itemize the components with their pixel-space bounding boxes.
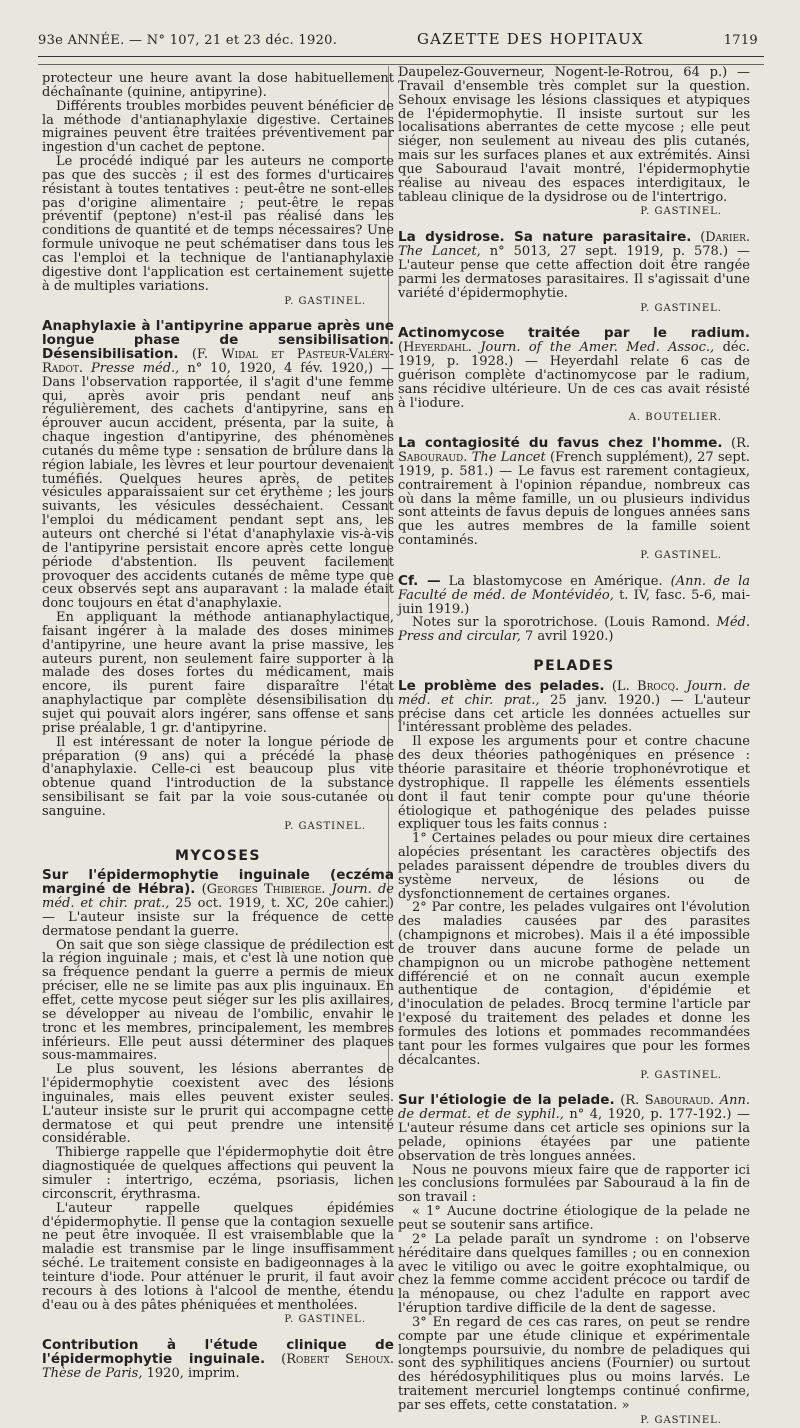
article-authors: (R. Sabouraud.: [620, 1093, 715, 1109]
paragraph: 3° En regard de ces cas rares, on peut se rendre compte par une étude clinique et expérimentale longtemps poursuivie, du nombre de peladiques qui sont des syphilitiques anciens (Fournier) ou surtout des hérédosyphilitiques plus ou moins larvés. Le traitement mercuriel longtemps continué confirme, par ses effets, cette constatation. »: [398, 1314, 750, 1413]
article-title: Le problème des pelades.: [398, 677, 605, 694]
signature: P. GASTINEL.: [640, 302, 722, 314]
notes-ref: 7 avril 1920.): [524, 629, 614, 645]
article-text: L'auteur précise dans cet article les données actuelles sur l'intéressant problème des pelades.: [398, 692, 750, 736]
paragraph: 2° La pelade paraît un syndrome : on l'observe héréditaire dans quelques familles ; ou en connexion avec le vitiligo ou avec le goitre exophtalmique, ou chez la femme comme accident précoce ou tardif de la ménopause, ou chez l'adulte en rapport avec l'éruption tardive difficile de la dent de sagesse.: [398, 1231, 750, 1317]
paragraph: On sait que son siège classique de prédilection est la région inguinale ; mais, et c'est là une notion que sa fréquence pendant la guerre a permis de mieux préciser, elle ne se limite pas aux plis inguinaux. En effet, cette mycose peut siéger sur les plis axillaires, se développer au niveau de l'ombilic, envahir le tronc et les membres, principalement, les membres inférieurs. Elle peut aussi déterminer des plaques sous-mammaires.: [42, 937, 394, 1064]
cf-text: La blastomycose en Amérique.: [448, 573, 663, 589]
paragraph: Thibierge rappelle que l'épidermophytie doit être diagnostiquée de quelques affections qui peuvent la simuler : intertrigo, eczéma, psoriasis, lichen circonscrit, érythrasma.: [42, 1145, 394, 1202]
signature: P. GASTINEL.: [284, 1314, 366, 1326]
article-lead: [398, 677, 750, 736]
article-ref: déc. 1919, p. 1928.) —: [398, 340, 751, 370]
article-authors: (Georges Thibierge.: [201, 882, 326, 898]
article-ref: n° 4, 1920, p. 177-192.) —: [569, 1107, 750, 1123]
paragraph: Nous ne pouvons mieux faire que de rapporter ici les conclusions formulées par Sabouraud à la fin de son travail :: [398, 1162, 750, 1206]
article-etiologie-pelade: [398, 1094, 750, 1427]
article-contribution: [42, 1339, 394, 1381]
cf-ref: t. IV, fasc. 5-6, mai-juin 1919.): [398, 587, 750, 617]
page-header: [38, 30, 758, 52]
article-text: L'auteur insiste sur la fréquence de cette dermatose pendant la guerre.: [42, 909, 395, 939]
article-antipyrine: [42, 320, 394, 833]
paragraph: Le plus souvent, les lésions aberrantes de l'épidermophytie coexistent avec des lésions inguinales, mais elles peuvent exister seules. L'auteur insiste sur le prurit qui accompagne cette dermatose et qui peut prendre une intensité considérable.: [42, 1062, 394, 1147]
article-text: Dans l'observation rapportée, il s'agit d'une femme qui, après avoir pris pendant neuf ans régulièrement, des cachets d'antipyrine, sans en éprouver aucun accident, présenta, par la suite, à chaque ingestion d'antipyrine, des phénomènes cutanés du même type : sensation de brûlure dans la région labiale, les lèvres et leur pourtour devenaient tuméfiés. Quelques heures après, de petites vésicules apparaissaient sur cet érythème ; les jours suivants, les vésicules desséchaient. Cessant l'emploi du médicament pendant sept ans, les auteurs ont cherché si l'état d'anaphylaxie vis-à-vis de l'antipyrine persistait encore après cette longue période d'abstention. Ils peuvent facilement provoquer des accidents cutanés de même type que ceux observés sept ans auparavant : la malade était donc toujours en état d'anaphylaxie.: [42, 374, 394, 612]
article-text: Heyerdahl relate 6 cas de guérison complète d'actinomycose par le radium, sans récidive ultérieure. Un de ces cas avait résisté à l'iodure.: [398, 354, 751, 411]
article-dysidrose: [398, 231, 750, 315]
header-rule: [38, 56, 764, 57]
signature: P. GASTINEL.: [640, 1069, 722, 1081]
article-source: Presse méd.,: [91, 360, 180, 376]
signature: P. GASTINEL.: [640, 206, 722, 218]
article-lead: [398, 231, 750, 300]
article-source: The Lancet: [471, 450, 546, 466]
paragraph: « 1° Aucune doctrine étiologique de la pelade ne peut se soutenir sans artifice.: [398, 1204, 750, 1233]
paragraph: 2° Par contre, les pelades vulgaires ont l'évolution des maladies causées par des parasites (champignons et microbes). Mais il a été impossible de trouver dans aucune forme de pelade un champignon ou un microbe pathogène nettement différencié et on ne connaît aucun exemple authentique de contagion, d'épidémie et d'inoculation de pelades. Brocq termine l'article par l'exposé du traitement des pelades et donne les formules des lotions et pommades recommandées tant pour les formes vulgaires que pour les formes décalcantes.: [398, 900, 750, 1068]
paragraph: Il est intéressant de noter la longue période de préparation (9 ans) qui a précédé la phase d'anaphylaxie. Celle-ci est beaucoup plus vite obtenue quand l'introduction de la substance sensibilisant se fait par la voie sous-cutanée ou sanguine.: [42, 734, 394, 819]
header-page-number: 1719: [723, 33, 758, 48]
article-title: Sur l'étiologie de la pelade.: [398, 1092, 615, 1109]
article-title: La contagiosité du favus chez l'homme.: [398, 435, 723, 452]
signature: A. BOUTELIER.: [628, 412, 722, 424]
signature: P. GASTINEL.: [640, 550, 722, 561]
article-lead: [42, 869, 394, 938]
article-source: Thèse de Paris,: [42, 1365, 143, 1381]
notes-text: Notes sur la sporotrichose. (Louis Ramond.: [412, 615, 711, 631]
right-column: [398, 66, 750, 1428]
left-column: [42, 72, 394, 1381]
article-authors: (R. Sabouraud.: [398, 436, 750, 466]
article-title: Contribution à l'étude clinique de l'épidermophytie inguinale.: [42, 1337, 394, 1368]
paragraph: 1° Certaines pelades ou pour mieux dire certaines alopécies présentant les caractères objectifs des pelades paraissent dépendre de troubles divers du système nerveux, de lésions ou de dysfonctionnement de certaines organes.: [398, 831, 750, 902]
article-source: The Lancet,: [398, 244, 481, 260]
paragraph: Daupelez-Gouverneur, Nogent-le-Rotrou, 64 p.) — Travail d'ensemble très complet sur la question. Sehoux envisage les lésions classiques et atypiques de l'épidermophytie. Il insiste surtout sur les localisations aberrantes de cette mycose ; elle peut siéger, non seulement au niveau des plis cutanés, mais sur les surfaces planes et aux extrémités. Ainsi que Sabouraud l'avait montré, l'épidermophytie réalise au niveau des espaces interdigitaux, le tableau clinique de la dysidrose ou de l'intertrigo.: [398, 65, 750, 205]
article-title: La dysidrose. Sa nature parasitaire.: [398, 229, 692, 246]
article-text: L'auteur résume dans cet article ses opinions sur la pelade, opinions étayées par une patiente observation de très longues années.: [398, 1121, 750, 1164]
paragraph: protecteur une heure avant la dose habituellement déchaînante (quinine, antipyrine).: [42, 71, 394, 100]
article-text: Le favus est rarement contagieux, contrairement à l'opinion répandue, nombreux cas où dans la même famille, un ou plusieurs individus sont atteints de favus depuis de longues années sans que les autres membres de la famille soient contaminés.: [398, 463, 750, 549]
notes-source: Méd. Press and circular,: [398, 615, 750, 645]
article-authors: (Darier.: [700, 230, 750, 246]
article-actinomycose: [398, 327, 750, 425]
article-source: Journ. of the Amer. Med. Assoc.,: [480, 340, 715, 356]
article-lead: [398, 437, 750, 548]
paragraph: L'auteur rappelle quelques épidémies d'épidermophytie. Il pense que la contagion sexuelle ne peut être invoquée. Il est vraisemblable que la maladie est transmise par le linge insuffisamment séché. Le traitement consiste en badigeonnages à la teinture d'iode. Pour atténuer le prurit, il faut avoir recours à des lotions à l'alcool de menthe, étendu d'eau ou à des pâtes phéniquées et mentholées.: [42, 1200, 394, 1313]
article-ref: 25 oct. 1919, t. XC, 20e cahier.) —: [42, 896, 394, 925]
article-lead: [398, 1094, 750, 1163]
article-title: Anaphylaxie à l'antipyrine apparue après une longue phase de sensibilisation. Désensibilisation.: [42, 318, 394, 363]
signature: P. GASTINEL.: [640, 1414, 722, 1426]
article-title: Sur l'épidermophytie inguinale (eczéma marginé de Hébra).: [42, 867, 394, 898]
signature: P. GASTINEL.: [284, 295, 366, 307]
article-title: Actinomycose traitée par le radium.: [398, 325, 750, 342]
article-source: Journ. de méd. et chir. prat.,: [398, 678, 750, 708]
article-ref: n° 10, 1920, 4 fév. 1920,) —: [187, 360, 395, 376]
article-text: L'auteur pense que cette affection doit être rangée parmi les dermatoses parasitaires. Il s'agissait d'une variété d'épidermophytie.: [398, 257, 750, 301]
paragraph: Il expose les arguments pour et contre chacune des deux théories pathogéniques en présence : théorie parasitaire et théorie trophonévrotique et dystrophique. Il rappelle les éléments essentiels dont il faut tenir compte pour qu'une théorie étiologique et pathogénique des pelades puisse expliquer tous les faits connus :: [398, 734, 750, 833]
paragraph: Le procédé indiqué par les auteurs ne comporte pas que des succès ; il est des formes d'urticaires résistant à toutes tentatives : peut-être ne sont-elles pas d'origine alimentaire ; peut-être le repas préventif (peptone) n'est-il pas réalisé dans les conditions de quantité et de temps nécessaires? Une formule univoque ne peut schématiser dans tous les cas l'emploi et la technique de l'antianaphylaxie digestive dont l'application est certainement sujette à de multiples variations.: [42, 154, 394, 294]
paragraph: Différents troubles morbides peuvent bénéficier de la méthode d'antianaphylaxie digestive. Certaines migraines peuvent être traitées préventivement par ingestion d'un cachet de peptone.: [42, 98, 394, 156]
article-cf: [398, 572, 750, 645]
article-ref: n° 5013, 27 sept. 1919, p. 578.) —: [489, 244, 750, 260]
article-authors: (Robert Sehoux.: [281, 1352, 394, 1368]
article-lead: [398, 327, 750, 410]
article-source: Journ. de méd. et chir. prat.,: [42, 882, 394, 912]
article-favus: [398, 437, 750, 563]
header-journal-title: GAZETTE DES HOPITAUX: [416, 30, 644, 48]
cf-line: [398, 572, 750, 617]
article-ref: (French supplément), 27 sept. 1919, p. 581.) —: [398, 450, 750, 479]
article-authors: (F. Widal et Pasteur-Valéry-Radot.: [42, 347, 394, 376]
notes-line: [398, 616, 750, 644]
section-heading-mycoses: MYCOSES: [175, 847, 261, 864]
article-source: Ann. de dermat. et de syphil.,: [398, 1093, 751, 1123]
article-ref: 25 janv. 1920.) —: [550, 692, 684, 708]
section-heading-pelades: PELADES: [533, 658, 615, 675]
article-authors: (Heyerdahl.: [398, 340, 472, 356]
header-issue: 93e ANNÉE. — N° 107, 21 et 23 déc. 1920.: [38, 33, 338, 48]
cf-source: (Ann. de la Faculté de méd. de Montévidéo,: [398, 573, 750, 603]
article-authors: (L. Brocq.: [611, 678, 680, 694]
article-lead: [42, 1339, 394, 1381]
article-ref: 1920, imprim.: [146, 1365, 240, 1381]
cf-lead: Cf. —: [398, 572, 441, 589]
article-probleme-pelades: [398, 677, 750, 1082]
article-lead: [42, 320, 394, 611]
signature: P. GASTINEL.: [284, 820, 366, 832]
article-epidermophytie: [42, 869, 394, 1327]
paragraph: En appliquant la méthode antianaphylactique, faisant ingérer à la malade des doses minimes d'antipyrine, une heure avant la prise massive, les auteurs purent, non seulement faire supporter à la malade des doses fortes du médicament, mais encore, ils purent faire disparaître l'état anaphylactique par complète désensibilisation du sujet qui pouvait alors ingérer, sans offense et sans prise préalable, 1 gr. d'antipyrine.: [42, 610, 394, 736]
